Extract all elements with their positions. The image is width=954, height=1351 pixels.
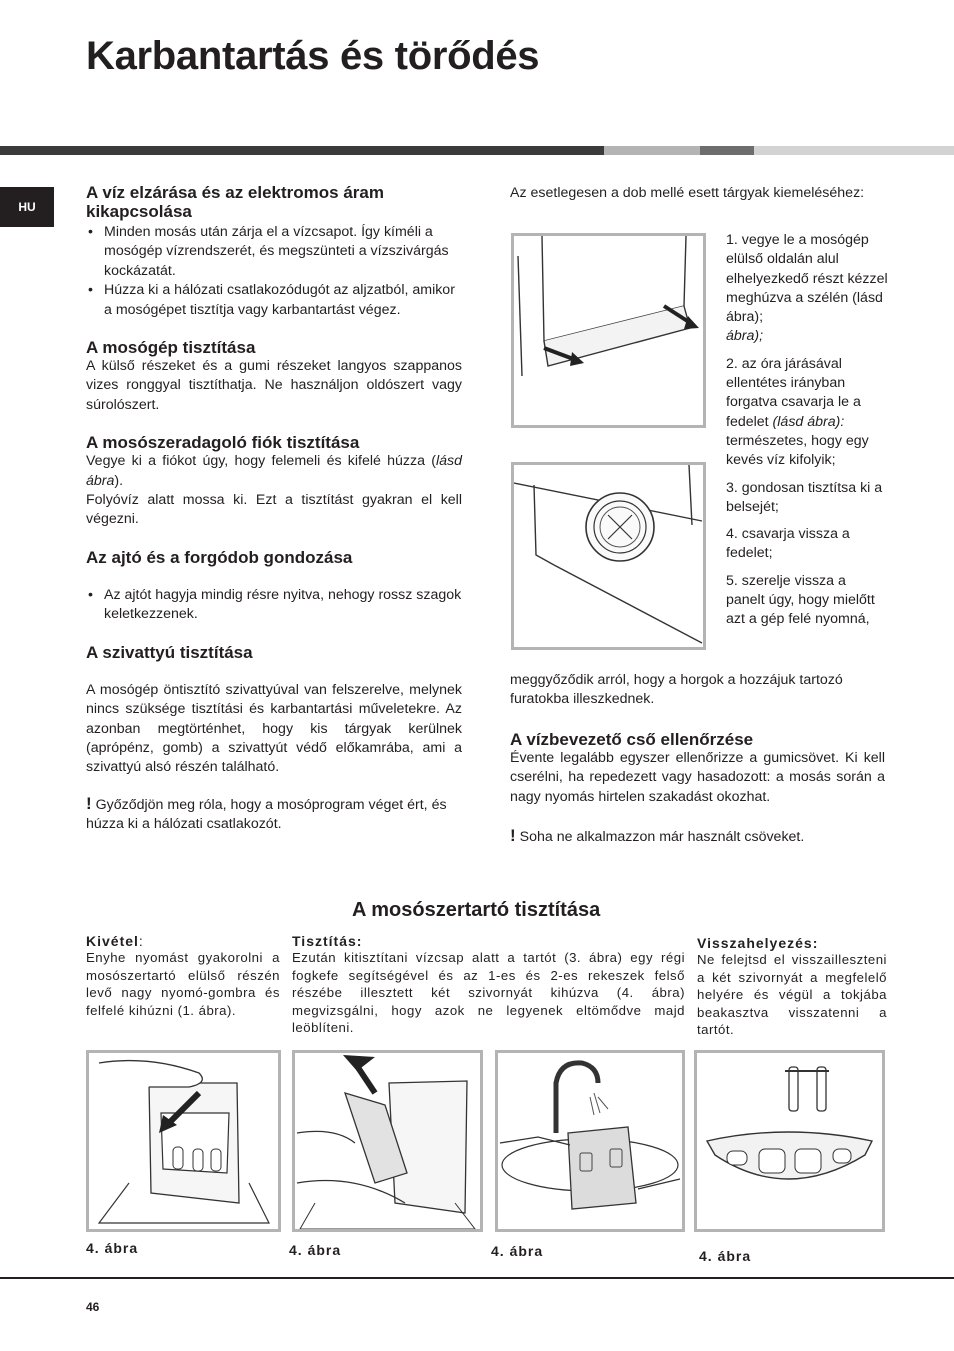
right-lower	[510, 671, 885, 847]
header-bar-light	[604, 146, 700, 155]
machine-cleaning-text: A külső részeket és a gumi részeket langyos szappanos vizes ronggyal tisztíthatja. Ne használjon oldószert vagy súrolószert.	[86, 358, 462, 413]
section-title-drawer-cleaning: A mosószeradagoló fiók tisztítása	[86, 433, 360, 453]
dispenser-removal-illustration	[89, 1053, 278, 1229]
list-item: • Húzza ki a hálózati csatlakozódugót az aljzatból, amikor a mosógépet tisztítja vagy karbantartást végez.	[86, 281, 462, 320]
warning-icon: !	[510, 826, 516, 846]
figure-caption: 4. ábra	[699, 1248, 752, 1264]
reinsertion-title: Visszahelyezés:	[697, 935, 819, 951]
door-drum-list	[86, 586, 462, 625]
figure-dispenser-removal	[86, 1050, 281, 1232]
right-intro	[510, 184, 885, 203]
section-title-pump-cleaning: A szivattyú tisztítása	[86, 642, 253, 662]
hose-warning: ! Soha ne alkalmazzon már használt csöveket.	[510, 826, 805, 846]
pump-cover-illustration	[514, 465, 703, 647]
col-removal	[86, 933, 280, 1019]
dispenser-reinsert-illustration	[697, 1053, 882, 1229]
page-title: Karbantartás és törődés	[86, 34, 540, 78]
figure-caption: 4. ábra	[289, 1242, 342, 1258]
removal-text: Enyhe nyomást gyakorolni a mosószertartó elülső részén levő nagy nyomó-gombra és felfelé kihúzni (1. ábra).	[86, 950, 280, 1018]
section-title-machine-cleaning: A mosógép tisztítása	[86, 338, 256, 358]
drawer-cleaning-text: Vegye ki a fiókot úgy, hogy felemeli és kifelé húzza (lásd ábra).	[86, 453, 462, 489]
step-4: 4. csavarja vissza a fedelet;	[726, 526, 850, 562]
step-2: 2. az óra járásával ellentétes irányban forgatva csavarja le a fedelet (lásd ábra): természetes, hogy egy kevés víz kifolyik;	[726, 355, 869, 469]
list-item: • Az ajtót hagyja mindig résre nyitva, nehogy rossz szagok keletkezzenek.	[86, 586, 462, 625]
col-cleaning	[292, 933, 685, 1037]
pump-cleaning-text: A mosógép öntisztító szivattyúval van felszerelve, melynek nincs szüksége tisztítási és karbantartási műveletekre. Az azonban megtörténhet, hogy kis tárgyak kerülnek (aprópénz, gomb) a szivattyút védő előkamrába, ami a szivattyú alsó részén található.	[86, 681, 462, 776]
removal-title: Kivétel:	[86, 933, 144, 949]
cleaning-text: Ezután kitisztítani vízcsap alatt a tartót (3. ábra) egy régi fogkefe segítségével és az 1-es és 2-es rekeszek felső részébe illesztett két szivornyát kihúzva (4. ábra) megvizsgálni, hogy azok ne legyenek eltömődve majd leöblíteni.	[292, 950, 685, 1036]
step-1-spacer	[726, 327, 888, 346]
step-3: 3. gondosan tisztítsa ki a belsejét;	[726, 479, 883, 515]
section-title-hose-check: A vízbevezető cső ellenőrzése	[510, 729, 754, 749]
header-bar-mid	[700, 146, 754, 155]
siphon-removal-illustration	[295, 1053, 480, 1229]
figure-siphon-removal	[292, 1050, 483, 1232]
intro-text: Az esetlegesen a dob mellé esett tárgyak kiemeléséhez:	[510, 185, 865, 201]
header-bar-dark	[0, 146, 604, 155]
figure-front-panel	[511, 233, 706, 428]
list-item: • Minden mosás után zárja el a vízcsapot. Így kíméli a mosógép vízrendszerét, és megszünteti a vízszivárgás kockázatát.	[86, 223, 462, 281]
footer-rule	[0, 1277, 954, 1279]
pump-steps	[726, 231, 888, 630]
step-1-emphasis: ábra);	[726, 328, 764, 345]
figure-tap-rinse	[495, 1050, 685, 1232]
cleaning-title: Tisztítás:	[292, 933, 363, 949]
section-title-water-power: A víz elzárása és az elektromos áram kikapcsolása	[86, 183, 384, 221]
front-panel-illustration	[514, 236, 703, 425]
warning-icon: !	[86, 793, 92, 813]
section-title-dispenser: A mosószertartó tisztítása	[352, 899, 601, 921]
step-5-continued: meggyőződik arról, hogy a horgok a hozzájuk tartozó furatokba illeszkednek.	[510, 672, 843, 708]
page-number: 46	[86, 1300, 100, 1314]
left-column	[86, 183, 462, 835]
tap-rinse-illustration	[498, 1053, 682, 1229]
reinsertion-text: Ne felejtsd el visszailleszteni a két szivornyát a megfelelő helyére és végül a tokjába beakasztva visszatenni a tartót.	[697, 952, 887, 1038]
pump-warning: ! Győződjön meg róla, hogy a mosóprogram véget ért, és húzza ki a hálózati csatlakozót.	[86, 793, 447, 833]
figure-dispenser-reinsert	[694, 1050, 885, 1232]
figure-caption: 4. ábra	[491, 1243, 544, 1259]
header-bar-pale	[754, 146, 954, 155]
drawer-cleaning-text-2: Folyóvíz alatt mossa ki. Ezt a tisztítást gyakran el kell végezni.	[86, 492, 462, 528]
water-power-list	[86, 223, 462, 320]
step-1: 1. vegye le a mosógép elülső oldalán alul elhelyezkedő részt kézzel meghúzva a szélén (lásd ábra);	[726, 232, 888, 326]
step-5: 5. szerelje vissza a panelt úgy, hogy mielőtt azt a gép felé nyomná,	[726, 572, 875, 628]
figure-pump-cover	[511, 462, 706, 650]
language-tab: HU	[0, 187, 54, 227]
hose-check-text: Évente legalább egyszer ellenőrizze a gumicsövet. Ki kell cserélni, ha repedezett vagy hasadozott: a mosás során a nagy nyomás hirtelen szakadást okozhat.	[510, 749, 885, 805]
col-reinsertion	[697, 935, 887, 1039]
section-title-door-drum: Az ajtó és a forgódob gondozása	[86, 547, 353, 567]
figure-caption: 4. ábra	[86, 1240, 139, 1256]
